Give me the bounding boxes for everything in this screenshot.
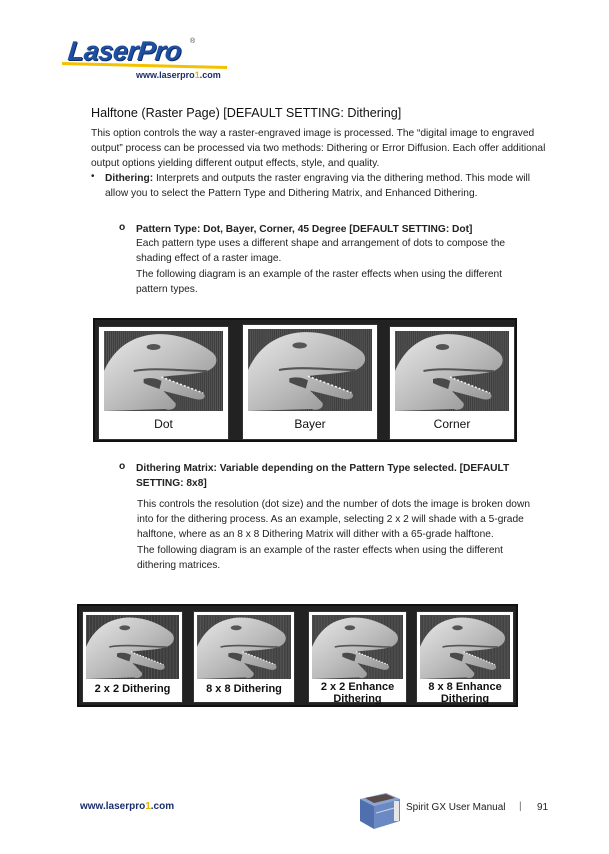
dithering-matrix-item (119, 461, 539, 493)
8x8-dithering-image (197, 615, 291, 679)
pattern-type-diagram (93, 318, 517, 442)
dithering-matrix-description: This controls the resolution (dot size) and the number of dots the image is broken down into for the dithering process. As an example, selecting 2 x 2 will shade with a 5-grade halftone, where as an 8 x 8 Dithering Matrix will dither with a 65-grade halftone. (137, 499, 530, 540)
sample-label (83, 683, 182, 695)
sample-card-8x8-enhance (416, 611, 514, 703)
sample-label: Corner (433, 417, 471, 431)
sample-card-bayer (242, 324, 378, 440)
pattern-type-diagram-intro: The following diagram is an example of the raster effects when using the different pattern types. (136, 269, 503, 295)
footer-url-prefix: www.laserpro (80, 801, 146, 812)
corner-pattern-image (395, 331, 509, 411)
sample-label-line2: Dithering (440, 693, 490, 705)
footer-manual-title: Spirit GX User Manual (406, 802, 506, 813)
sample-label (417, 681, 513, 705)
dinosaur-head-image (248, 329, 372, 411)
2x2-dithering-image (86, 615, 179, 679)
2x2-enhance-dithering-image (312, 615, 403, 679)
footer-separator: | (519, 801, 522, 812)
sample-card-8x8 (193, 611, 295, 703)
sample-label: Bayer (294, 417, 326, 431)
dithering-matrix-heading: Dithering Matrix: Variable depending on the Pattern Type selected. [DEFAULT SETTING: 8x8] (136, 463, 510, 489)
bullet-text (105, 171, 545, 201)
sample-label (194, 683, 294, 695)
logo-wordmark: LaserPro (66, 36, 183, 66)
logo-url-suffix: .com (199, 70, 221, 80)
sample-label-line1: 8 x 8 Dithering (206, 683, 282, 695)
bullet-marker: • (91, 171, 95, 182)
section-title: Halftone (Raster Page) [DEFAULT SETTING: Dithering] (91, 106, 402, 120)
pattern-type-heading: Pattern Type: Dot, Bayer, Corner, 45 Degree [DEFAULT SETTING: Dot] (136, 224, 473, 235)
footer-url-mark: 1 (145, 801, 151, 812)
sample-card-dot (98, 326, 229, 440)
footer-url (80, 801, 174, 812)
dinosaur-head-image (104, 331, 223, 411)
bullet-description: Interprets and outputs the raster engraving via the dithering method. This mode will allow you to select the Pattern Type and Dithering Matrix, and Enhanced Dithering. (105, 173, 531, 199)
sample-label-line1: 8 x 8 Enhance (428, 681, 502, 693)
sample-label: Dot (154, 417, 173, 431)
sample-label (309, 681, 406, 705)
sample-label-line2: Dithering (333, 693, 382, 705)
dinosaur-head-image (86, 615, 179, 679)
sample-card-corner (389, 326, 515, 440)
dot-pattern-image (104, 331, 223, 411)
footer-url-suffix: .com (150, 801, 175, 812)
laser-machine-icon (356, 789, 402, 831)
pattern-type-description: Each pattern type uses a different shape and arrangement of dots to compose the shading effect of a raster image. (136, 238, 506, 264)
dinosaur-head-image (312, 615, 403, 679)
sample-card-2x2 (82, 611, 183, 703)
page-number: 91 (537, 802, 549, 813)
bullet-label: Dithering: (105, 173, 154, 184)
dithering-matrix-diagram (77, 604, 518, 707)
sub-marker: o (119, 222, 126, 233)
dinosaur-head-image (395, 331, 509, 411)
dithering-matrix-diagram-intro: The following diagram is an example of the raster effects when using the different dithering matrices. (137, 545, 504, 571)
sample-card-2x2-enhance (308, 611, 407, 703)
dinosaur-head-image (197, 615, 291, 679)
8x8-enhance-dithering-image (420, 615, 510, 679)
sub-marker: o (119, 461, 126, 472)
sample-label-line1: 2 x 2 Dithering (94, 683, 171, 695)
section-intro: This option controls the way a raster-engraved image is processed. The “digital image to engraved output” process can be processed via two methods: Dithering or Error Diffusion. Each offer additional output options yielding different output effects, style, and quality. (91, 128, 546, 169)
logo-url-prefix: www.laserpro (136, 70, 195, 80)
dinosaur-head-image (420, 615, 510, 679)
laserpro-logo (62, 36, 242, 86)
logo-url (136, 70, 221, 80)
bayer-pattern-image (248, 329, 372, 411)
logo-registered-mark: ® (190, 38, 196, 45)
sample-label-line1: 2 x 2 Enhance (320, 681, 395, 693)
logo-url-mark: 1 (194, 70, 200, 80)
